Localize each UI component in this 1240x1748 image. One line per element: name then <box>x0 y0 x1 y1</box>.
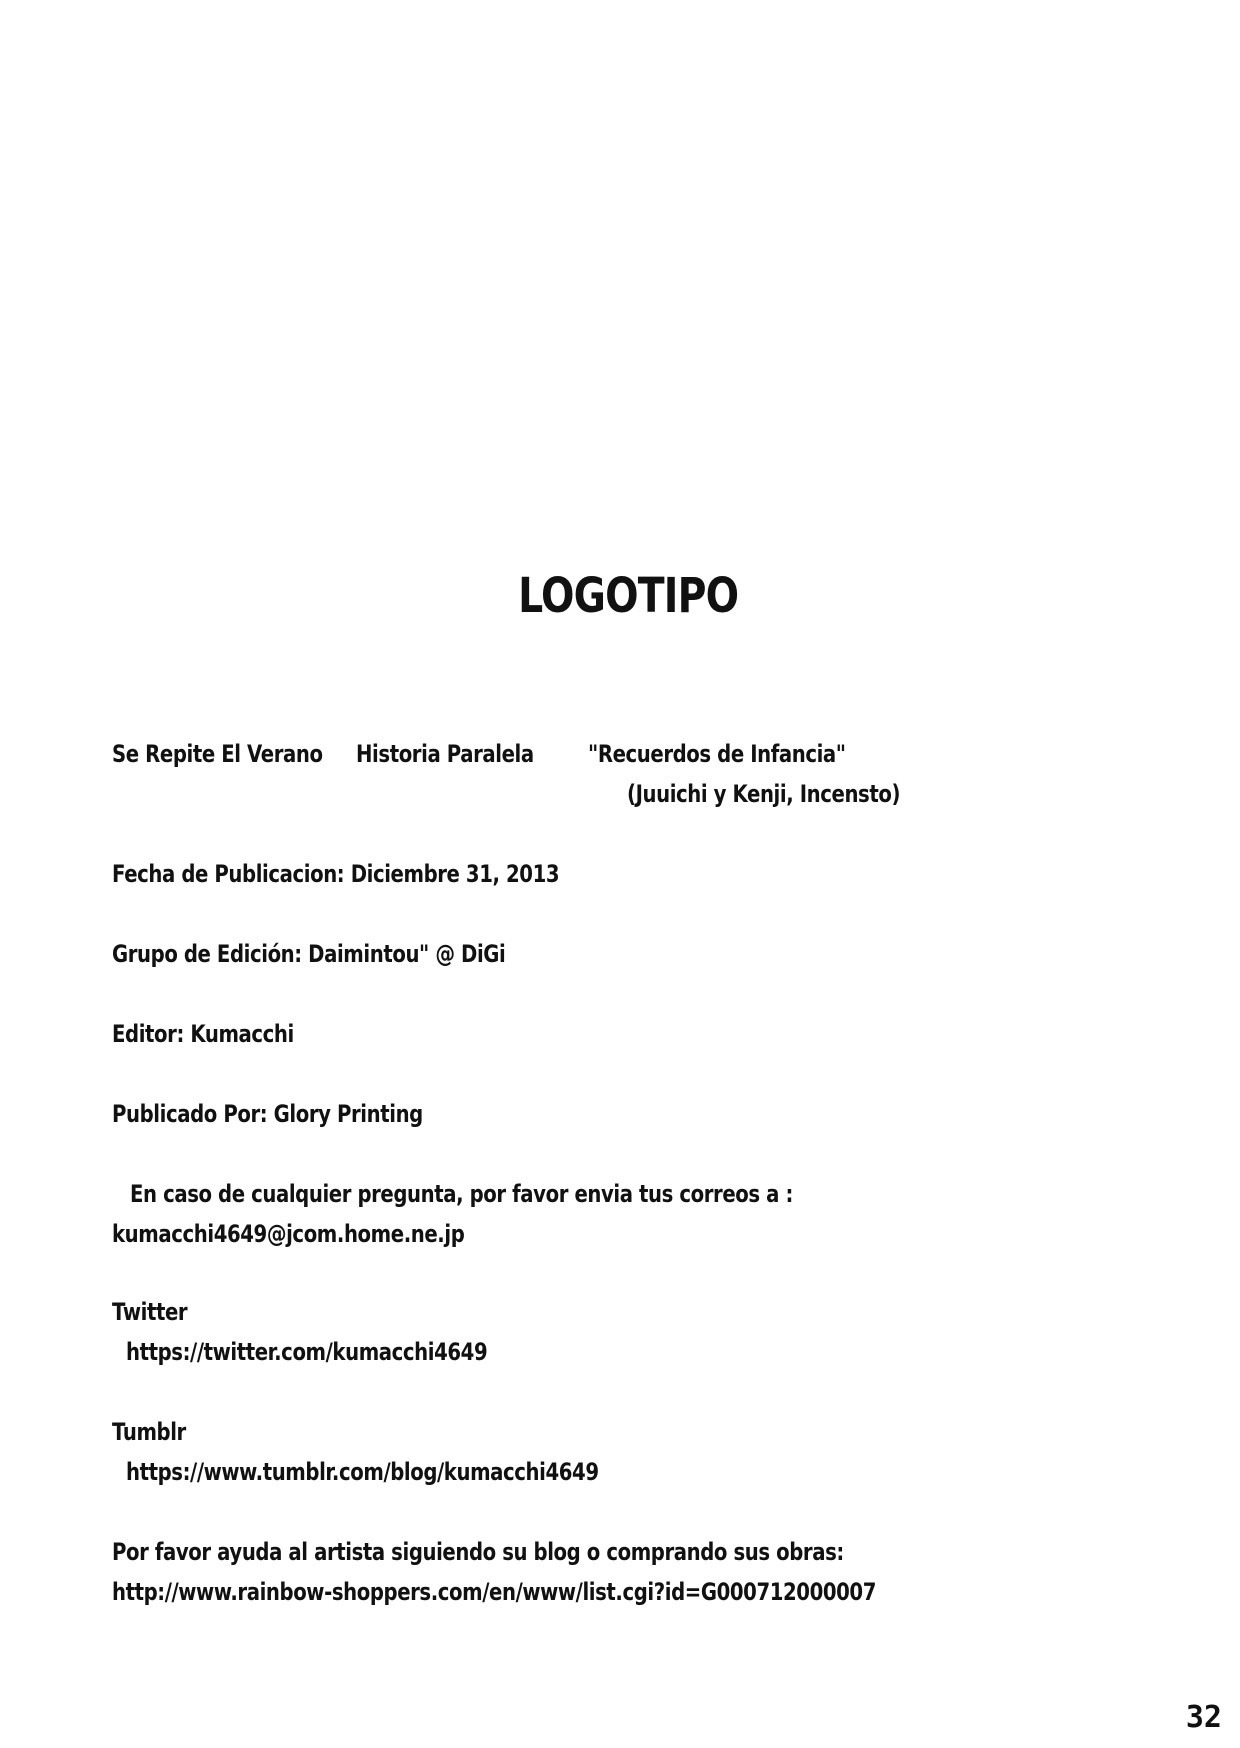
tumblr-url: https://www.tumblr.com/blog/kumacchi4649 <box>126 1458 599 1486</box>
edition-group: Grupo de Edición: Daimintou" @ DiGi <box>112 940 506 968</box>
contact-email: kumacchi4649@jcom.home.ne.jp <box>112 1220 465 1248</box>
support-instruction: Por favor ayuda al artista siguiendo su blog o comprando sus obras: <box>112 1538 844 1566</box>
twitter-url: https://twitter.com/kumacchi4649 <box>126 1338 488 1366</box>
story-note: (Juuichi y Kenji, Incensto) <box>627 780 901 808</box>
contact-instruction: En caso de cualquier pregunta, por favor envia tus correos a : <box>130 1180 793 1208</box>
story-title: "Recuerdos de Infancia" <box>588 740 846 768</box>
series-title: Se Repite El Verano <box>112 740 323 768</box>
shop-url: http://www.rainbow-shoppers.com/en/www/list.cgi?id=G000712000007 <box>112 1578 876 1606</box>
publication-date: Fecha de Publicacion: Diciembre 31, 2013 <box>112 860 560 888</box>
tumblr-heading: Tumblr <box>112 1418 186 1446</box>
twitter-heading: Twitter <box>112 1298 188 1326</box>
story-subtitle: Historia Paralela <box>356 740 534 768</box>
logo-placeholder-text: LOGOTIPO <box>518 568 739 624</box>
editor-credit: Editor: Kumacchi <box>112 1020 294 1048</box>
publisher-credit: Publicado Por: Glory Printing <box>112 1100 423 1128</box>
page-number: 32 <box>1185 1700 1222 1735</box>
